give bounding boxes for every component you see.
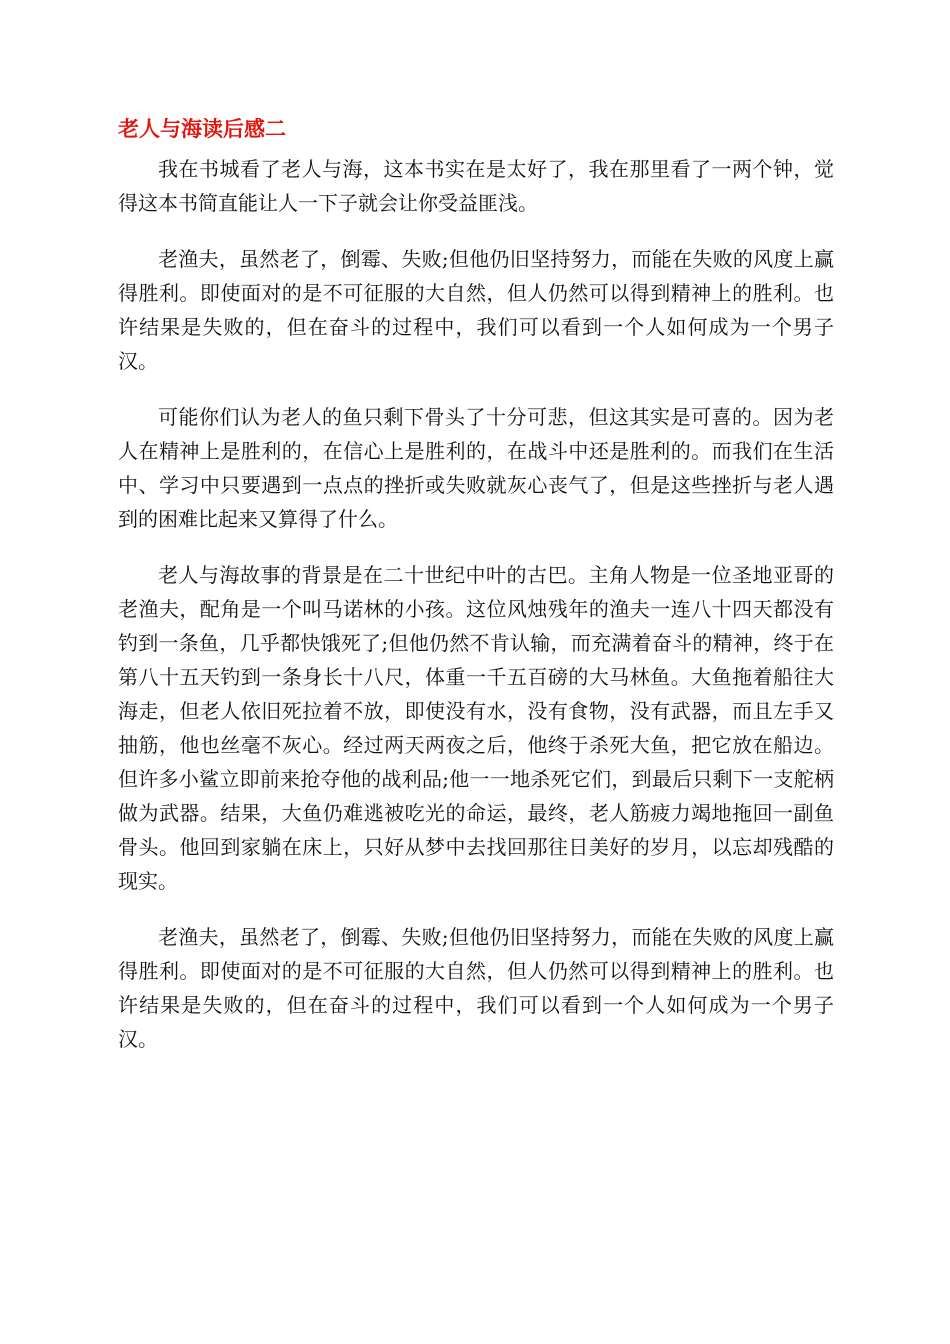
paragraph-2: 老渔夫，虽然老了，倒霉、失败;但他仍旧坚持努力，而能在失败的风度上赢得胜利。即使面对的是不可征服的大自然，但人仍然可以得到精神上的胜利。也许结果是失败的，但在奋斗的过程中，我们可以看到一个人如何成为一个男子汉。 [118,247,834,373]
paragraph-3: 可能你们认为老人的鱼只剩下骨头了十分可悲，但这其实是可喜的。因为老人在精神上是胜利的，在信心上是胜利的，在战斗中还是胜利的。而我们在生活中、学习中只要遇到一点点的挫折或失败就灰心丧气了，但是这些挫折与老人遇到的困难比起来又算得了什么。 [118,405,834,531]
paragraph-1: 我在书城看了老人与海，这本书实在是太好了，我在那里看了一两个钟，觉得这本书简直能让人一下子就会让你受益匪浅。 [118,157,834,215]
document-title: 老人与海读后感二 [118,117,286,141]
paragraph-4: 老人与海故事的背景是在二十世纪中叶的古巴。主角人物是一位圣地亚哥的老渔夫，配角是一个叫马诺林的小孩。这位风烛残年的渔夫一连八十四天都没有钓到一条鱼，几乎都快饿死了;但他仍然不肯认输，而充满着奋斗的精神，终于在第八十五天钓到一条身长十八尺，体重一千五百磅的大马林鱼。大鱼拖着船往大海走，但老人依旧死拉着不放，即使没有水，没有食物，没有武器，而且左手又抽筋，他也丝毫不灰心。经过两天两夜之后，他终于杀死大鱼，把它放在船边。但许多小鲨立即前来抢夺他的战利品;他一一地杀死它们，到最后只剩下一支舵柄做为武器。结果，大鱼仍难逃被吃光的命运，最终，老人筋疲力竭地拖回一副鱼骨头。他回到家躺在床上，只好从梦中去找回那往日美好的岁月，以忘却残酷的现实。 [118,563,834,893]
paragraph-5: 老渔夫，虽然老了，倒霉、失败;但他仍旧坚持努力，而能在失败的风度上赢得胜利。即使面对的是不可征服的大自然，但人仍然可以得到精神上的胜利。也许结果是失败的，但在奋斗的过程中，我们可以看到一个人如何成为一个男子汉。 [118,925,834,1051]
document-body [118,112,834,1078]
